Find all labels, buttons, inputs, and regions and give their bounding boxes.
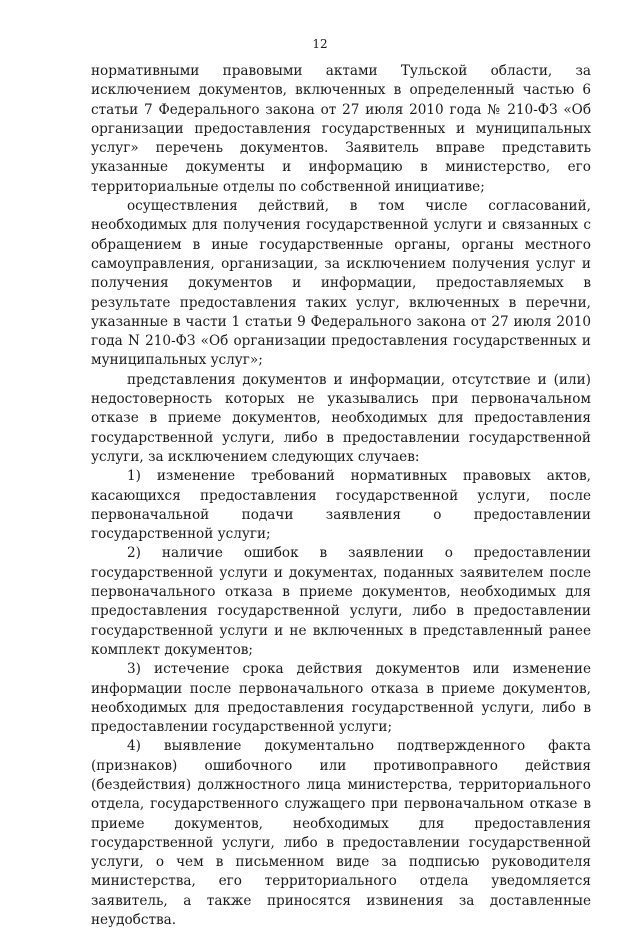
- list-item-2: 2) наличие ошибок в заявлении о предоставлении государственной услуги и документах, поданных заявителем после первоначального отказа в приеме документов, необходимых для предоставления государственной услуги, либо в предоставлении государственной услуги и не включенных в представленный ранее комплект документов;: [91, 545, 591, 658]
- paragraph-actions: осуществления действий, в том числе согласований, необходимых для получения государственной услуги и связанных с обращением в иные государственные органы, органы местного самоуправления, организации, за исключением получения услуг и получения документов и информации, предоставляемых в результате предоставления таких услуг, включенных в перечни, указанные в части 1 статьи 9 Федерального закона от 27 июля 2010 года N 210-ФЗ «Об организации предоставления государственных и муниципальных услуг»;: [91, 198, 591, 369]
- document-body: [91, 62, 591, 930]
- paragraph-continuation: нормативными правовыми актами Тульской области, за исключением документов, включенных в определенный частью 6 статьи 7 Федерального закона от 27 июля 2010 года № 210-ФЗ «Об организации предоставления государственных и муниципальных услуг» перечень документов. Заявитель вправе представить указанные документы и информацию в министерство, его территориальные отделы по собственной инициативе;: [91, 63, 591, 195]
- list-item-3: 3) истечение срока действия документов или изменение информации после первоначального отказа в приеме документов, необходимых для предоставления государственной услуги, либо в предоставлении государственной услуги;: [91, 661, 591, 736]
- paragraph-documents: представления документов и информации, отсутствие и (или) недостоверность которых не указывались при первоначальном отказе в приеме документов, необходимых для предоставления государственной услуги, либо в предоставлении государственной услуги, за исключением следующих случаев:: [91, 371, 591, 465]
- list-item-4: 4) выявление документально подтвержденного факта (признаков) ошибочного или противоправного действия (бездействия) должностного лица министерства, территориального отдела, государственного служащего при первоначальном отказе в приеме документов, необходимых для предоставления государственной услуги, либо в предоставлении государственной услуги, о чем в письменном виде за подписью руководителя министерства, его территориального отдела уведомляется заявитель, а также приносятся извинения за доставленные неудобства.: [91, 738, 591, 929]
- page-number: 12: [312, 37, 328, 51]
- list-item-1: 1) изменение требований нормативных правовых актов, касающихся предоставления государственной услуги, после первоначальной подачи заявления о предоставлении государственной услуги;: [91, 468, 591, 543]
